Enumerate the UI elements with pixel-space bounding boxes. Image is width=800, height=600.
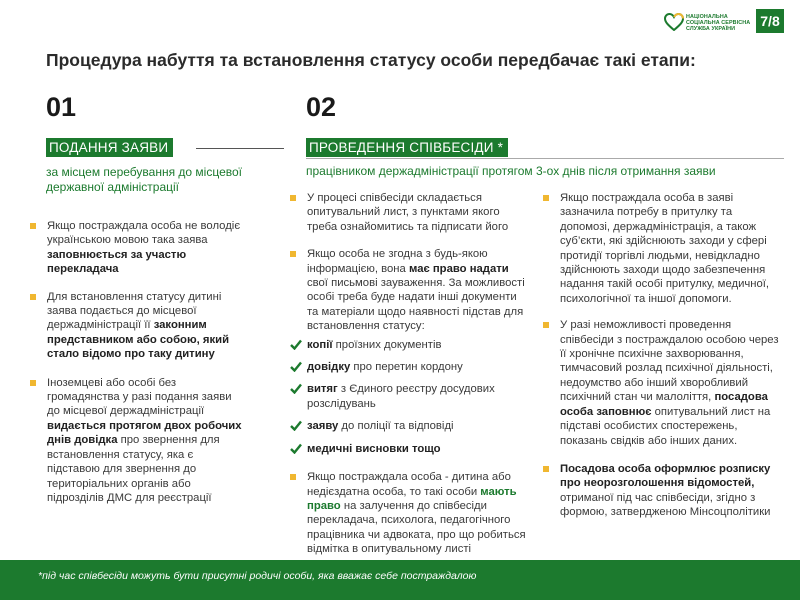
checklist-item: медичні висновки тощо xyxy=(290,442,528,456)
checklist-item: копії проїзних документів xyxy=(290,338,528,352)
list-item: Якщо особа не згодна з будь-якою інформацією, вона має право надати свої письмові зауваження. За можливості особі треба буде надати інші документи та матеріали щодо наявності підстав для встановлення статусу: xyxy=(290,247,528,333)
list-item: Якщо постраждала особа не володіє українською мовою така заява заповнюється за участю перекладача xyxy=(30,219,242,277)
bullet-square-icon xyxy=(290,474,296,480)
page-number-badge: 7/8 xyxy=(756,9,784,33)
step-2-number: 02 xyxy=(306,92,337,122)
bullet-square-icon xyxy=(30,380,36,386)
step-1-label: ПОДАННЯ ЗАЯВИ xyxy=(46,138,173,157)
step-1-subtitle: за місцем перебування до місцевої державної адміністрації xyxy=(46,165,243,194)
checkmark-icon xyxy=(290,361,302,372)
checkmark-icon xyxy=(290,339,302,350)
checklist-item: витяг з Єдиного реєстру досудових розслідувань xyxy=(290,382,528,411)
list-item: Якщо постраждала особа в заяві зазначила потребу в притулку та допомозі, держадміністрація, а також суб’єкти, які здійснюють заходи у сфері протидії торгівлі людьми, невідкладно здійснюють заходи щодо забезпечення надання такій особі притулку, медичної, психологічної та іншої допомоги. xyxy=(543,191,783,306)
step-1-divider xyxy=(196,148,284,149)
list-item: Іноземцеві або особі без громадянства у разі подання заяви до місцевої держадміністрації видається протягом двох робочих днів довідка про звернення для встановлення статусу, яка є підставою для звернення до територіальних органів або підрозділів ДМС для реєстрації xyxy=(30,376,242,506)
logo xyxy=(664,10,754,36)
page-title: Процедура набуття та встановлення статусу особи передбачає такі етапи: xyxy=(46,50,696,70)
bullet-square-icon xyxy=(290,195,296,201)
step-1-number: 01 xyxy=(46,92,77,122)
list-item: Посадова особа оформлює розписку про неорозголошення відомостей, отриманої під час співбесіди, згідно з формою, затвердженою Мінсоцполітики xyxy=(543,462,783,520)
list-item: Якщо постраждала особа - дитина або недієздатна особа, то такі особи мають право на залучення до співбесіди перекладача, психолога, педагогічного працівника чи адвоката, про що робиться відмітка в опитувальному листі xyxy=(290,470,528,556)
list-item: У разі неможливості проведення співбесіди з постраждалою особою через її хронічне психічне захворювання, тимчасовий розлад психічної діяльності, недоумство або інший хворобливий психічний стан чи малоліття, посадова особа заповнює опитувальний лист на підставі особистих спостережень, показань свідків або інших даних. xyxy=(543,318,783,448)
bullet-square-icon xyxy=(30,294,36,300)
footer-bar xyxy=(0,560,800,600)
list-item: У процесі співбесіди складається опитувальний лист, з пунктами якого треба ознайомитись та підписати його xyxy=(290,191,528,234)
bullet-square-icon xyxy=(543,322,549,328)
column-step-2-right xyxy=(543,191,783,533)
list-item: Для встановлення статусу дитині заява подається до місцевої держадміністрації її законним представником або собою, який стало відомо про таку дитину xyxy=(30,290,242,362)
column-step-1 xyxy=(30,219,242,518)
checkmark-icon xyxy=(290,383,302,394)
bullet-square-icon xyxy=(543,195,549,201)
documents-checklist xyxy=(290,338,528,456)
logo-text: НАЦІОНАЛЬНА СОЦІАЛЬНА СЕРВІСНА СЛУЖБА УКРАЇНИ xyxy=(686,14,751,33)
checkmark-icon xyxy=(290,420,302,431)
step-2-label: ПРОВЕДЕННЯ СПІВБЕСІДИ * xyxy=(306,138,508,157)
column-step-2-left xyxy=(290,191,528,570)
heart-logo-icon xyxy=(664,13,684,31)
bullet-square-icon xyxy=(30,223,36,229)
bullet-square-icon xyxy=(290,251,296,257)
checkmark-icon xyxy=(290,443,302,454)
checklist-item: заяву до поліції та відповіді xyxy=(290,419,528,433)
checklist-item: довідку про перетин кордону xyxy=(290,360,528,374)
footer-note: *під час співбесіди можуть бути присутні родичі особи, яка вважає себе постраждалою xyxy=(38,570,477,582)
step-2-subtitle: працівником держадміністрації протягом 3-ох днів після отримання заяви xyxy=(306,164,716,178)
bullet-square-icon xyxy=(543,466,549,472)
step-2-divider xyxy=(306,158,784,159)
